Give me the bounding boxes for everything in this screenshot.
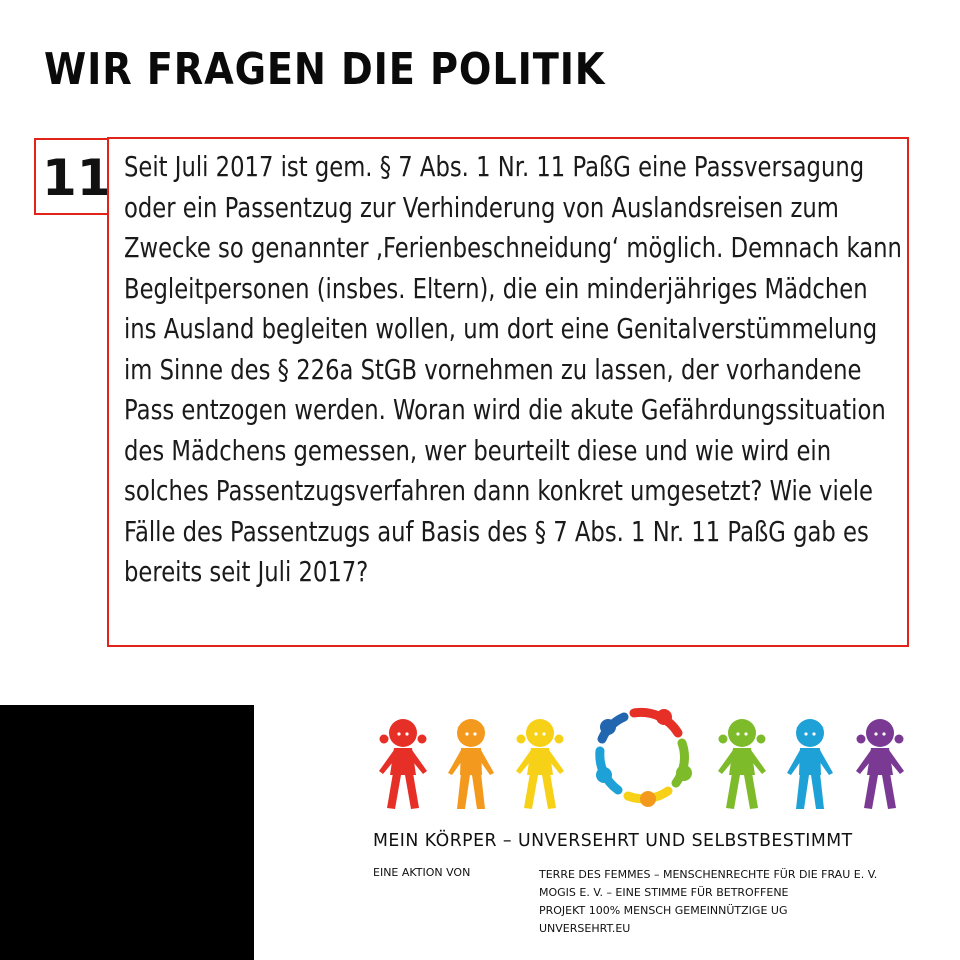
girl-figure-icon xyxy=(856,719,904,809)
black-block xyxy=(0,705,254,960)
question-line: oder ein Passentzug zur Verhinderung von Auslandsreisen zum xyxy=(124,191,839,224)
credit-label: EINE AKTION VON xyxy=(373,866,471,879)
credits-list xyxy=(539,866,877,938)
girl-figure-icon xyxy=(379,719,427,809)
ring-of-people-icon xyxy=(596,709,692,807)
question-number: 11 xyxy=(42,149,112,207)
question-text xyxy=(124,147,902,593)
question-line: bereits seit Juli 2017? xyxy=(124,556,369,588)
question-line: Zwecke so genannter ‚Ferienbeschneidung‘ möglich. Demnach kann xyxy=(124,232,902,264)
campaign-logo xyxy=(370,705,915,815)
question-line: im Sinne des § 226a StGB vornehmen zu lassen, der vorhandene xyxy=(124,353,862,386)
question-line: ins Ausland begleiten wollen, um dort eine Genitalverstümmelung xyxy=(124,313,878,345)
credit-item: MOGIS E. V. – EINE STIMME FÜR BETROFFENE xyxy=(539,886,789,899)
boy-figure-icon xyxy=(787,719,833,809)
question-line: Pass entzogen werden. Woran wird die akute Gefährdungssituation xyxy=(124,394,886,426)
page-title: WIR FRAGEN DIE POLITIK xyxy=(44,44,606,95)
credit-item: PROJEKT 100% MENSCH GEMEINNÜTZIGE UG xyxy=(539,904,788,917)
boy-figure-icon xyxy=(448,719,494,809)
question-line: Fälle des Passentzugs auf Basis des § 7 Abs. 1 Nr. 11 PaßG gab es xyxy=(124,515,869,548)
question-line: des Mädchens gemessen, wer beurteilt diese und wie wird ein xyxy=(124,434,832,467)
credit-item: UNVERSEHRT.EU xyxy=(539,922,631,935)
girl-figure-icon xyxy=(718,719,766,809)
question-line: Seit Juli 2017 ist gem. § 7 Abs. 1 Nr. 11 PaßG eine Passversagung xyxy=(124,151,865,183)
girl-figure-icon xyxy=(516,719,564,809)
question-line: solches Passentzugsverfahren dann konkret umgesetzt? Wie viele xyxy=(124,475,873,507)
campaign-tagline: MEIN KÖRPER – UNVERSEHRT UND SELBSTBESTIMMT xyxy=(373,830,853,851)
question-line: Begleitpersonen (insbes. Eltern), die ein minderjähriges Mädchen xyxy=(124,272,868,305)
credit-item: TERRE DES FEMMES – MENSCHENRECHTE FÜR DIE FRAU E. V. xyxy=(539,868,878,881)
